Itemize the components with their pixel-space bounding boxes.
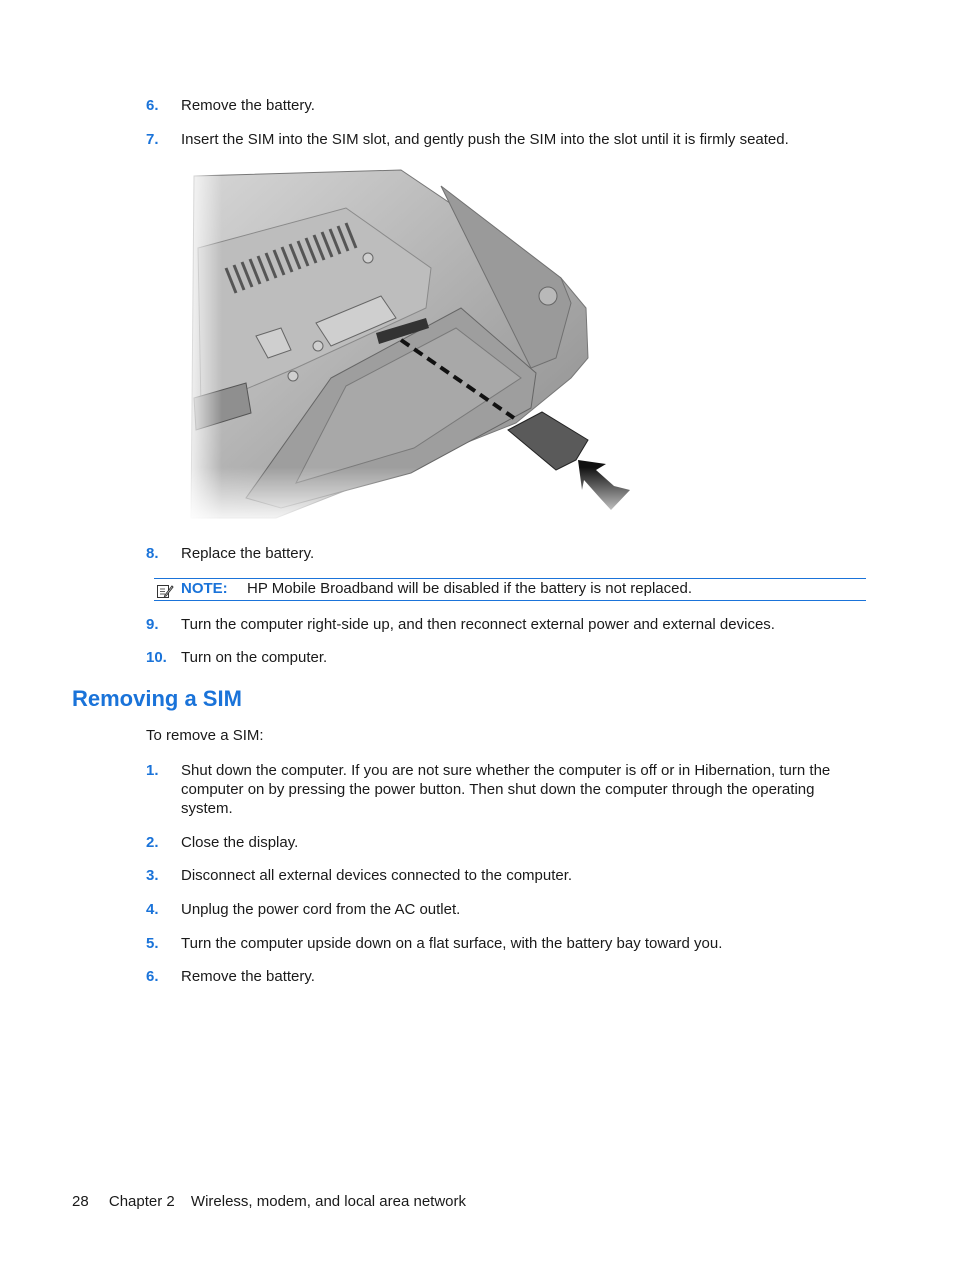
step-6-remove-battery (146, 96, 870, 115)
step-text: Insert the SIM into the SIM slot, and gently push the SIM into the slot until it is firmly seated. (181, 131, 789, 148)
note-text: HP Mobile Broadband will be disabled if the battery is not replaced. (247, 580, 692, 597)
note-pencil-icon (156, 582, 174, 600)
step-text: Unplug the power cord from the AC outlet. (181, 901, 461, 918)
step-text: Turn the computer upside down on a flat surface, with the battery bay toward you. (181, 935, 723, 952)
step-10-turn-on (146, 648, 870, 667)
remove-step-4 (146, 900, 870, 919)
step-number: 6. (146, 968, 159, 985)
step-number: 7. (146, 131, 159, 148)
step-number: 6. (146, 97, 159, 114)
page-footer (72, 1193, 482, 1210)
step-text: Turn the computer right-side up, and then reconnect external power and external devices. (181, 616, 775, 633)
step-number: 2. (146, 834, 159, 851)
note-box (154, 578, 866, 601)
remove-step-6 (146, 967, 870, 986)
step-number: 3. (146, 867, 159, 884)
section-intro: To remove a SIM: (146, 727, 264, 744)
step-number: 5. (146, 935, 159, 952)
step-text: Replace the battery. (181, 545, 315, 562)
step-9-turn-right-side-up (146, 615, 870, 634)
remove-step-5 (146, 934, 870, 953)
sim-insertion-illustration (186, 168, 636, 520)
step-text: Shut down the computer. If you are not sure whether the computer is off or in Hibernation, turn the computer on by pressing the power button. Then shut down the computer through the operating system. (181, 762, 831, 817)
step-number: 10. (146, 649, 167, 666)
section-heading: Removing a SIM (72, 686, 242, 711)
remove-step-2 (146, 833, 870, 852)
step-text: Turn on the computer. (181, 649, 328, 666)
remove-step-1 (146, 761, 870, 818)
step-number: 8. (146, 545, 159, 562)
step-text: Remove the battery. (181, 97, 315, 114)
step-number: 9. (146, 616, 159, 633)
remove-step-3 (146, 866, 870, 885)
step-number: 4. (146, 901, 159, 918)
step-8-replace-battery (146, 544, 870, 563)
step-number: 1. (146, 762, 159, 779)
step-7-insert-sim (146, 130, 870, 149)
step-text: Remove the battery. (181, 968, 315, 985)
step-text: Disconnect all external devices connected to the computer. (181, 867, 573, 884)
chapter-title: Wireless, modem, and local area network (190, 1193, 467, 1210)
note-label: NOTE: (181, 580, 228, 597)
chapter-number: Chapter 2 (108, 1193, 175, 1210)
page-number: 28 (72, 1193, 89, 1210)
step-text: Close the display. (181, 834, 299, 851)
